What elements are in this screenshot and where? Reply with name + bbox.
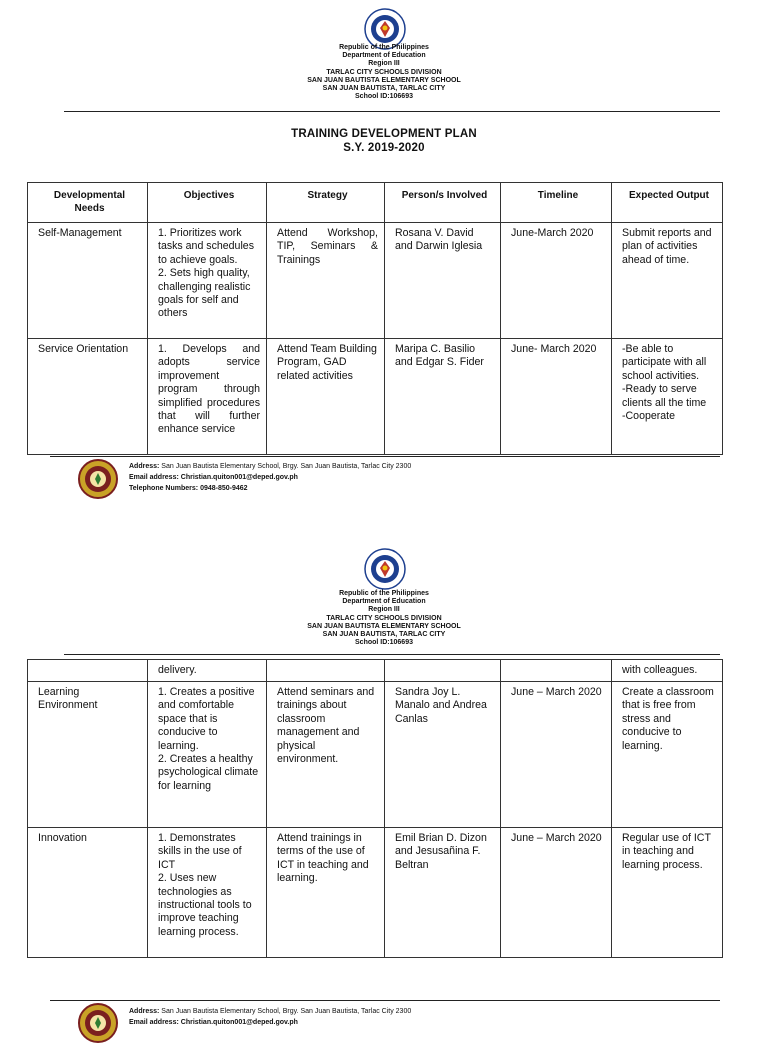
timeline-cell: June – March 2020 <box>501 828 612 958</box>
timeline-cell: June-March 2020 <box>501 223 612 339</box>
column-header: Timeline <box>501 183 612 223</box>
address-label: Address: <box>129 1008 160 1015</box>
objectives-cell: delivery. <box>148 660 267 682</box>
persons-cell: Sandra Joy L. Manalo and Andrea Canlas <box>385 682 501 828</box>
header-line: SAN JUAN BAUTISTA, TARLAC CITY <box>322 631 446 639</box>
email-line <box>129 472 411 483</box>
header-line: Republic of the Philippines <box>339 44 429 51</box>
header-divider <box>64 654 720 655</box>
email-text: Christian.quiton001@deped.gov.ph <box>180 1019 298 1026</box>
strategy-cell: Attend trainings in terms of the use of ICT in teaching and learning. <box>267 828 385 958</box>
persons-cell: Emil Brian D. Dizon and Jesusañina F. Beltran <box>385 828 501 958</box>
objectives-cell: 1. Demonstrates skills in the use of ICT 2. Uses new technologies as instructional tools to improve teaching learning process. <box>148 828 267 958</box>
objectives-cell: 1. Prioritizes work tasks and schedules to achieve goals. 2. Sets high quality, challenging realistic goals for self and others <box>148 223 267 339</box>
table-row <box>28 339 723 455</box>
header-line: Department of Education <box>342 52 426 60</box>
school-logo-icon <box>78 459 118 499</box>
document-title <box>0 127 768 155</box>
email-label: Email address: <box>129 1019 179 1026</box>
letterhead <box>0 590 768 647</box>
need-cell: Self-Management <box>28 223 148 339</box>
address-label: Address: <box>129 463 160 470</box>
header-line: SAN JUAN BAUTISTA, TARLAC CITY <box>322 85 446 93</box>
footer-divider <box>50 456 720 457</box>
output-cell: -Be able to participate with all school activities. -Ready to serve clients all the time -Cooperate <box>612 339 723 455</box>
column-header: Objectives <box>148 183 267 223</box>
need-cell <box>28 660 148 682</box>
table-header-row <box>28 183 723 223</box>
timeline-cell: June – March 2020 <box>501 682 612 828</box>
address-line <box>129 461 411 472</box>
footer-divider <box>50 1000 720 1001</box>
need-cell: Learning Environment <box>28 682 148 828</box>
header-line: School ID:106693 <box>355 93 413 101</box>
header-line: TARLAC CITY SCHOOLS DIVISION <box>326 68 442 76</box>
deped-seal-icon <box>364 548 406 590</box>
address-text: San Juan Bautista Elementary School, Brgy. San Juan Bautista, Tarlac City 2300 <box>161 1008 412 1015</box>
header-line: SAN JUAN BAUTISTA ELEMENTARY SCHOOL <box>307 76 461 84</box>
need-cell: Innovation <box>28 828 148 958</box>
table-row <box>28 682 723 828</box>
column-header: Strategy <box>267 183 385 223</box>
persons-cell: Maripa C. Basilio and Edgar S. Fider <box>385 339 501 455</box>
strategy-cell <box>267 660 385 682</box>
title-line-1: TRAINING DEVELOPMENT PLAN <box>291 128 477 140</box>
output-cell: with colleagues. <box>612 660 723 682</box>
output-cell: Create a classroom that is free from stress and conducive to learning. <box>612 682 723 828</box>
header-line: Republic of the Philippines <box>339 590 429 597</box>
persons-cell <box>385 660 501 682</box>
training-plan-table-continued <box>27 659 723 958</box>
title-line-2: S.Y. 2019-2020 <box>343 142 425 154</box>
timeline-cell: June- March 2020 <box>501 339 612 455</box>
address-text: San Juan Bautista Elementary School, Brgy. San Juan Bautista, Tarlac City 2300 <box>161 463 412 470</box>
phone-text: 0948-850-9462 <box>200 485 248 492</box>
header-divider <box>64 111 720 112</box>
page-1 <box>0 0 768 520</box>
output-cell: Submit reports and plan of activities ahead of time. <box>612 223 723 339</box>
letterhead <box>0 44 768 101</box>
email-text: Christian.quiton001@deped.gov.ph <box>180 474 298 481</box>
objectives-cell: 1. Creates a positive and comfortable space that is conducive to learning. 2. Creates a healthy psychological climate for learning <box>148 682 267 828</box>
phone-label: Telephone Numbers: <box>129 485 199 492</box>
training-plan-table <box>27 182 723 455</box>
email-line <box>129 1017 411 1028</box>
column-header: Developmental Needs <box>28 183 148 223</box>
table-row <box>28 828 723 958</box>
strategy-cell: Attend Team Building Program, GAD related activities <box>267 339 385 455</box>
column-header: Expected Output <box>612 183 723 223</box>
school-contact-footer <box>129 461 411 494</box>
strategy-cell: Attend Workshop, TIP, Seminars & Trainings <box>267 223 385 339</box>
address-line <box>129 1006 411 1017</box>
persons-cell: Rosana V. David and Darwin Iglesia <box>385 223 501 339</box>
timeline-cell <box>501 660 612 682</box>
header-line: School ID:106693 <box>355 639 413 647</box>
header-line: TARLAC CITY SCHOOLS DIVISION <box>326 614 442 622</box>
objectives-cell: 1. Develops and adopts service improvement program through simplified procedures that will further enhance service <box>148 339 267 455</box>
header-line: Region III <box>368 60 400 68</box>
email-label: Email address: <box>129 474 179 481</box>
table-row <box>28 223 723 339</box>
school-logo-icon <box>78 1003 118 1043</box>
header-line: SAN JUAN BAUTISTA ELEMENTARY SCHOOL <box>307 622 461 630</box>
header-line: Region III <box>368 606 400 614</box>
table-row <box>28 660 723 682</box>
header-line: Department of Education <box>342 598 426 606</box>
page-2 <box>0 540 768 1024</box>
school-contact-footer <box>129 1006 411 1028</box>
column-header: Person/s Involved <box>385 183 501 223</box>
need-cell: Service Orientation <box>28 339 148 455</box>
output-cell: Regular use of ICT in teaching and learning process. <box>612 828 723 958</box>
phone-line <box>129 483 411 494</box>
strategy-cell: Attend seminars and trainings about classroom management and physical environment. <box>267 682 385 828</box>
